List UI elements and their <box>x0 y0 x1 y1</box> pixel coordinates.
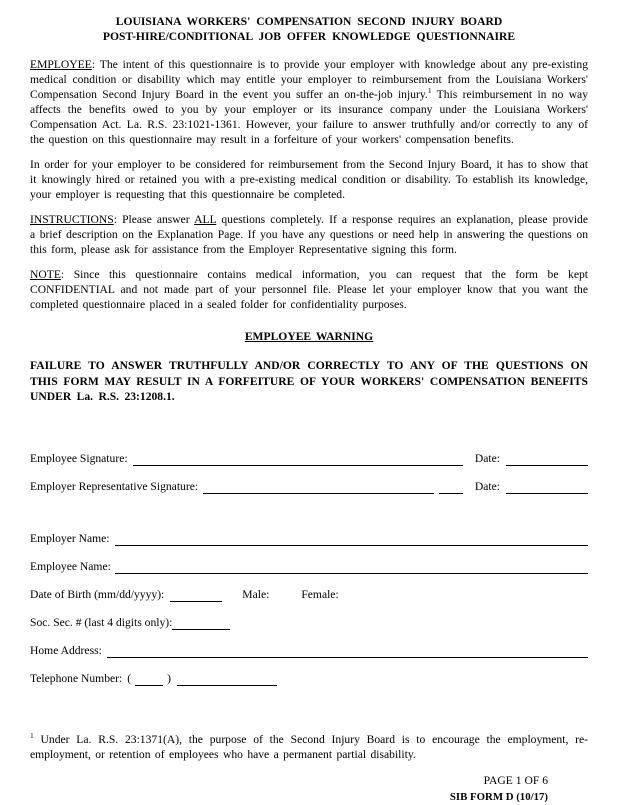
home-address-label: Home Address: <box>30 643 102 657</box>
employee-label: EMPLOYEE <box>30 58 92 71</box>
form-title-line1: LOUISIANA WORKERS' COMPENSATION SECOND INJURY BOARD <box>115 15 503 28</box>
telephone-row <box>30 672 588 686</box>
employee-text-2: This reimbursement in no way affects the benefits owed to you by your employer or its insurance company under the Louisiana Workers' Compensation Act. La. R.S. 23:1021-1361. However, your failure to answer truthfully and/or correctly to any of the question on this questionnaire may result in a forfeiture of your workers' compensation benefits. <box>30 88 588 146</box>
employee-name-line[interactable] <box>115 561 588 574</box>
employee-signature-row <box>30 452 588 466</box>
all-emphasis: ALL <box>194 213 217 226</box>
footnote-ref-superscript: 1 <box>427 86 432 96</box>
employer-rep-signature-line[interactable] <box>203 481 434 494</box>
paragraph-employee <box>30 57 588 147</box>
paragraph-reimbursement: In order for your employer to be considered for reimbursement from the Second Injury Board, it has to show that it knowingly hired or retained you with a pre-existing medical condition or disability. To establish its knowledge, your employer is requesting that this questionnaire be completed. <box>30 158 588 201</box>
ssn-row <box>30 616 588 630</box>
dob-line[interactable] <box>170 589 222 602</box>
footnote <box>30 732 588 762</box>
telephone-label: Telephone Number: <box>30 671 123 685</box>
employer-rep-signature-line-extra[interactable] <box>439 481 463 494</box>
employer-rep-date-line[interactable] <box>506 481 588 494</box>
employee-warning-text: FAILURE TO ANSWER TRUTHFULLY AND/OR CORRECTLY TO ANY OF THE QUESTIONS ON THIS FORM MAY RESULT IN A FORFEITURE OF YOUR WORKERS' COMPENSATION BENEFITS UNDER La. R.S. 23:1208.1. <box>30 359 588 403</box>
form-title <box>30 14 588 44</box>
employee-name-label: Employee Name: <box>30 559 111 573</box>
page-footer <box>30 773 588 805</box>
employer-rep-signature-row <box>30 480 588 494</box>
home-address-row <box>30 644 588 658</box>
male-label: Male: <box>242 587 270 601</box>
note-label: NOTE <box>30 268 61 281</box>
instructions-label: INSTRUCTIONS <box>30 213 114 226</box>
form-id: SIB FORM D (10/17) <box>449 791 548 804</box>
ssn-label: Soc. Sec. # (last 4 digits only): <box>30 615 173 629</box>
employer-rep-date-label: Date: <box>474 479 500 493</box>
employer-rep-signature-label: Employer Representative Signature: <box>30 479 199 493</box>
instructions-text-2: questions completely. If a response requires an explanation, please provide a brief description on the Explanation Page. If you have any questions or need help in answering the questions on this form, please ask for assistance from the Employer Representative signing this form. <box>30 213 588 256</box>
employee-text-1: : The intent of this questionnaire is to provide your employer with knowledge about any pre-existing medical condition or disability which may entitle your employer to reimbursement from the Louisiana Workers' Compensation Second Injury Board in the event you suffer an on-the-job injury. <box>30 58 588 101</box>
female-label: Female: <box>301 587 339 601</box>
telephone-open-paren: ( <box>127 671 132 685</box>
paragraph-instructions <box>30 212 588 257</box>
paragraph-note <box>30 267 588 312</box>
telephone-close-paren: ) <box>167 671 171 685</box>
dob-label: Date of Birth (mm/dd/yyyy): <box>30 587 165 601</box>
instructions-text-1: : Please answer <box>113 213 195 226</box>
employer-name-line[interactable] <box>115 533 588 546</box>
page-number: PAGE 1 OF 6 <box>483 774 548 788</box>
employee-signature-line[interactable] <box>133 453 463 466</box>
employee-name-row <box>30 560 588 574</box>
dob-row <box>30 588 588 602</box>
telephone-area-code-line[interactable] <box>135 673 163 686</box>
home-address-line[interactable] <box>107 645 588 658</box>
form-title-line2: POST-HIRE/CONDITIONAL JOB OFFER KNOWLEDGE QUESTIONNAIRE <box>102 30 516 43</box>
ssn-line[interactable] <box>172 617 230 630</box>
employer-name-label: Employer Name: <box>30 531 110 545</box>
footnote-marker: 1 <box>30 730 34 740</box>
employer-name-row <box>30 532 588 546</box>
footnote-text: Under La. R.S. 23:1371(A), the purpose of the Second Injury Board is to encourage the employment, re-employment, or retention of employees who have a permanent partial disability. <box>30 732 588 761</box>
telephone-number-line[interactable] <box>177 673 277 686</box>
employee-signature-date-line[interactable] <box>506 453 588 466</box>
employee-warning-heading: EMPLOYEE WARNING <box>244 330 374 343</box>
employee-signature-date-label: Date: <box>474 451 500 465</box>
employee-signature-label: Employee Signature: <box>30 451 128 465</box>
note-text: : Since this questionnaire contains medical information, you can request that the form be kept CONFIDENTIAL and not made part of your personnel file. Please let your employer know that you want the completed questionnaire placed in a sealed folder for confidentiality purposes. <box>30 268 588 311</box>
